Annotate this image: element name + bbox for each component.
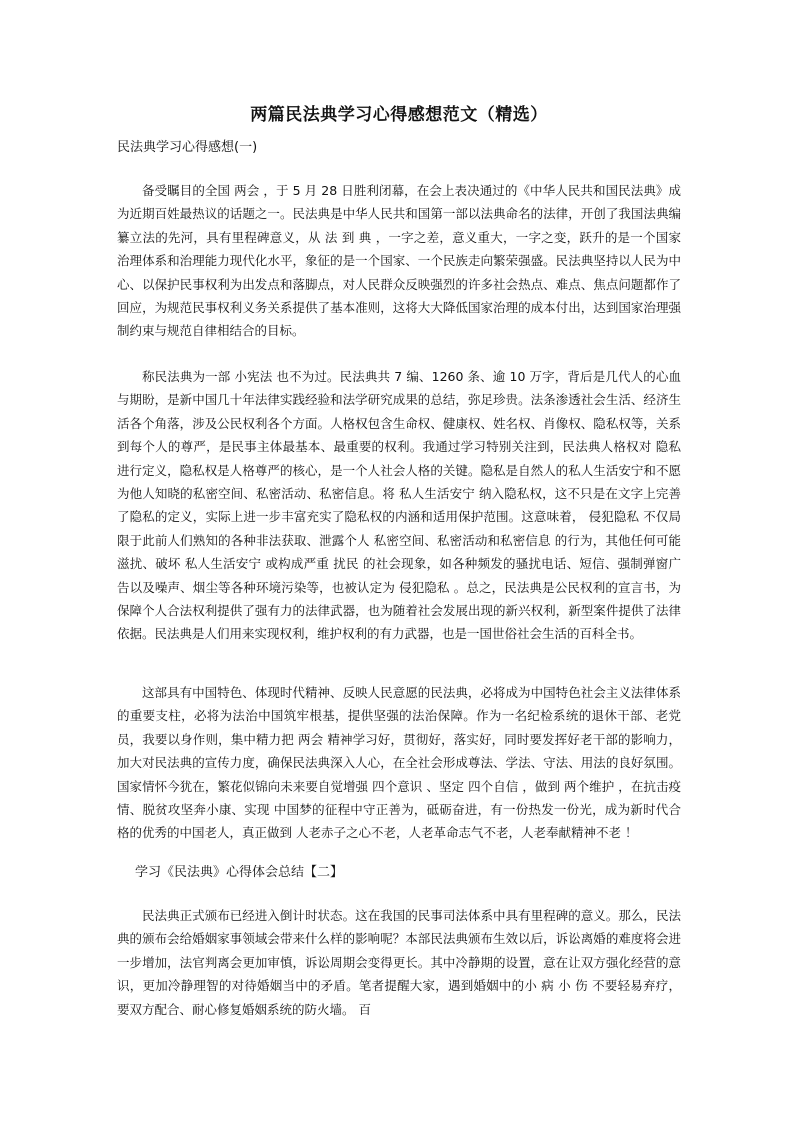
paragraph: 民法典正式颁布已经进入倒计时状态。这在我国的民事司法体系中具有里程碑的意义。那么，民法典的颁布会给婚姻家事领域会带来什么样的影响呢？本部民法典颁布生效以后，诉讼离婚的难度将会进一步增加，法官判离会更加审慎，诉讼周期会变得更长。其中冷静期的设置，意在让双方强化经营的意识，更加冷静理智的对待婚姻当中的矛盾。笔者提醒大家，遇到婚姻中的小 病 小 伤 不要轻易弃疗，要双方配合、耐心修复婚姻系统的防火墙。 百 bbox=[117, 908, 681, 1017]
document-title: 两篇民法典学习心得感想范文（精选） bbox=[250, 105, 548, 125]
section-heading-1: 民法典学习心得感想(一) bbox=[117, 140, 258, 155]
section-heading-2: 学习《民法典》心得体会总结【二】 bbox=[135, 865, 344, 880]
paragraph: 称民法典为一部 小宪法 也不为过。民法典共 7 编、1260 条、逾 10 万字，背后是几代人的心血与期盼，是新中国几十年法律实践经验和法学研究成果的总结，弥足珍贵。法条渗透社会生活、经济生活各个角落，涉及公民权利各个方面。人格权包含生命权、健康权、姓名权、肖像权、隐私权等，关系到每个人的尊严，是民事主体最基本、最重要的权利。我通过学习特别关注到，民法典人格权对 隐私 进行定义，隐私权是人格尊严的核心，是一个人社会人格的关键。隐私是自然人的私人生活安宁和不愿为他人知晓的私密空间、私密活动、私密信息。将 私人生活安宁 纳入隐私权，这不只是在文字上完善了隐私的定义，实际上进一步丰富充实了隐私权的内涵和适用保护范围。这意味着， 侵犯隐私 不仅局限于此前人们熟知的各种非法获取、泄露个人 私密空间、私密活动和私密信息 的行为，其他任何可能滋扰、破坏 私人生活安宁 或构成严重 扰民 的社会现象，如各种频发的骚扰电话、短信、强制弹窗广告以及噪声、烟尘等各种环境污染等，也被认定为 侵犯隐私 。总之，民法典是公民权利的宣言书，为保障个人合法权利提供了强有力的法律武器，也为随着社会发展出现的新兴权利，新型案件提供了法律依据。民法典是人们用来实现权利，维护权利的有力武器，也是一国世俗社会生活的百科全书。 bbox=[117, 369, 681, 642]
paragraph: 这部具有中国特色、体现时代精神、反映人民意愿的民法典，必将成为中国特色社会主义法律体系的重要支柱，必将为法治中国筑牢根基，提供坚强的法治保障。作为一名纪检系统的退休干部、老党员，我要以身作则，集中精力把 两会 精神学习好，贯彻好，落实好，同时要发挥好老干部的影响力，加大对民法典的宣传力度，确保民法典深入人心，在全社会形成尊法、学法、守法、用法的良好氛围。国家情怀今犹在，繁花似锦向未来要自觉增强 四个意识 、坚定 四个自信 ，做到 两个维护 ，在抗击疫情、脱贫攻坚奔小康、实现 中国梦的征程中守正善为，砥砺奋进，有一份热发一份光，成为新时代合格的优秀的中国老人，真正做到 人老赤子之心不老，人老革命志气不老，人老奉献精神不老 ！ bbox=[117, 685, 681, 841]
paragraph: 备受瞩目的全国 两会 ，于 5 月 28 日胜利闭幕，在会上表决通过的《中华人民共和国民法典》成为近期百姓最热议的话题之一。民法典是中华人民共和国第一部以法典命名的法律，开创了我国法典编纂立法的先河，具有里程碑意义，从 法 到 典 ，一字之差，意义重大，一字之变，跃升的是一个国家治理体系和治理能力现代化水平，象征的是一个国家、一个民族走向繁荣强盛。民法典坚持以人民为中心、以保护民事权利为出发点和落脚点，对人民群众反映强烈的许多社会热点、难点、焦点问题都作了回应，为规范民事权利义务关系提供了基本准则，这将大大降低国家治理的成本付出，达到国家治理强制约束与规范自律相结合的目标。 bbox=[117, 183, 681, 339]
